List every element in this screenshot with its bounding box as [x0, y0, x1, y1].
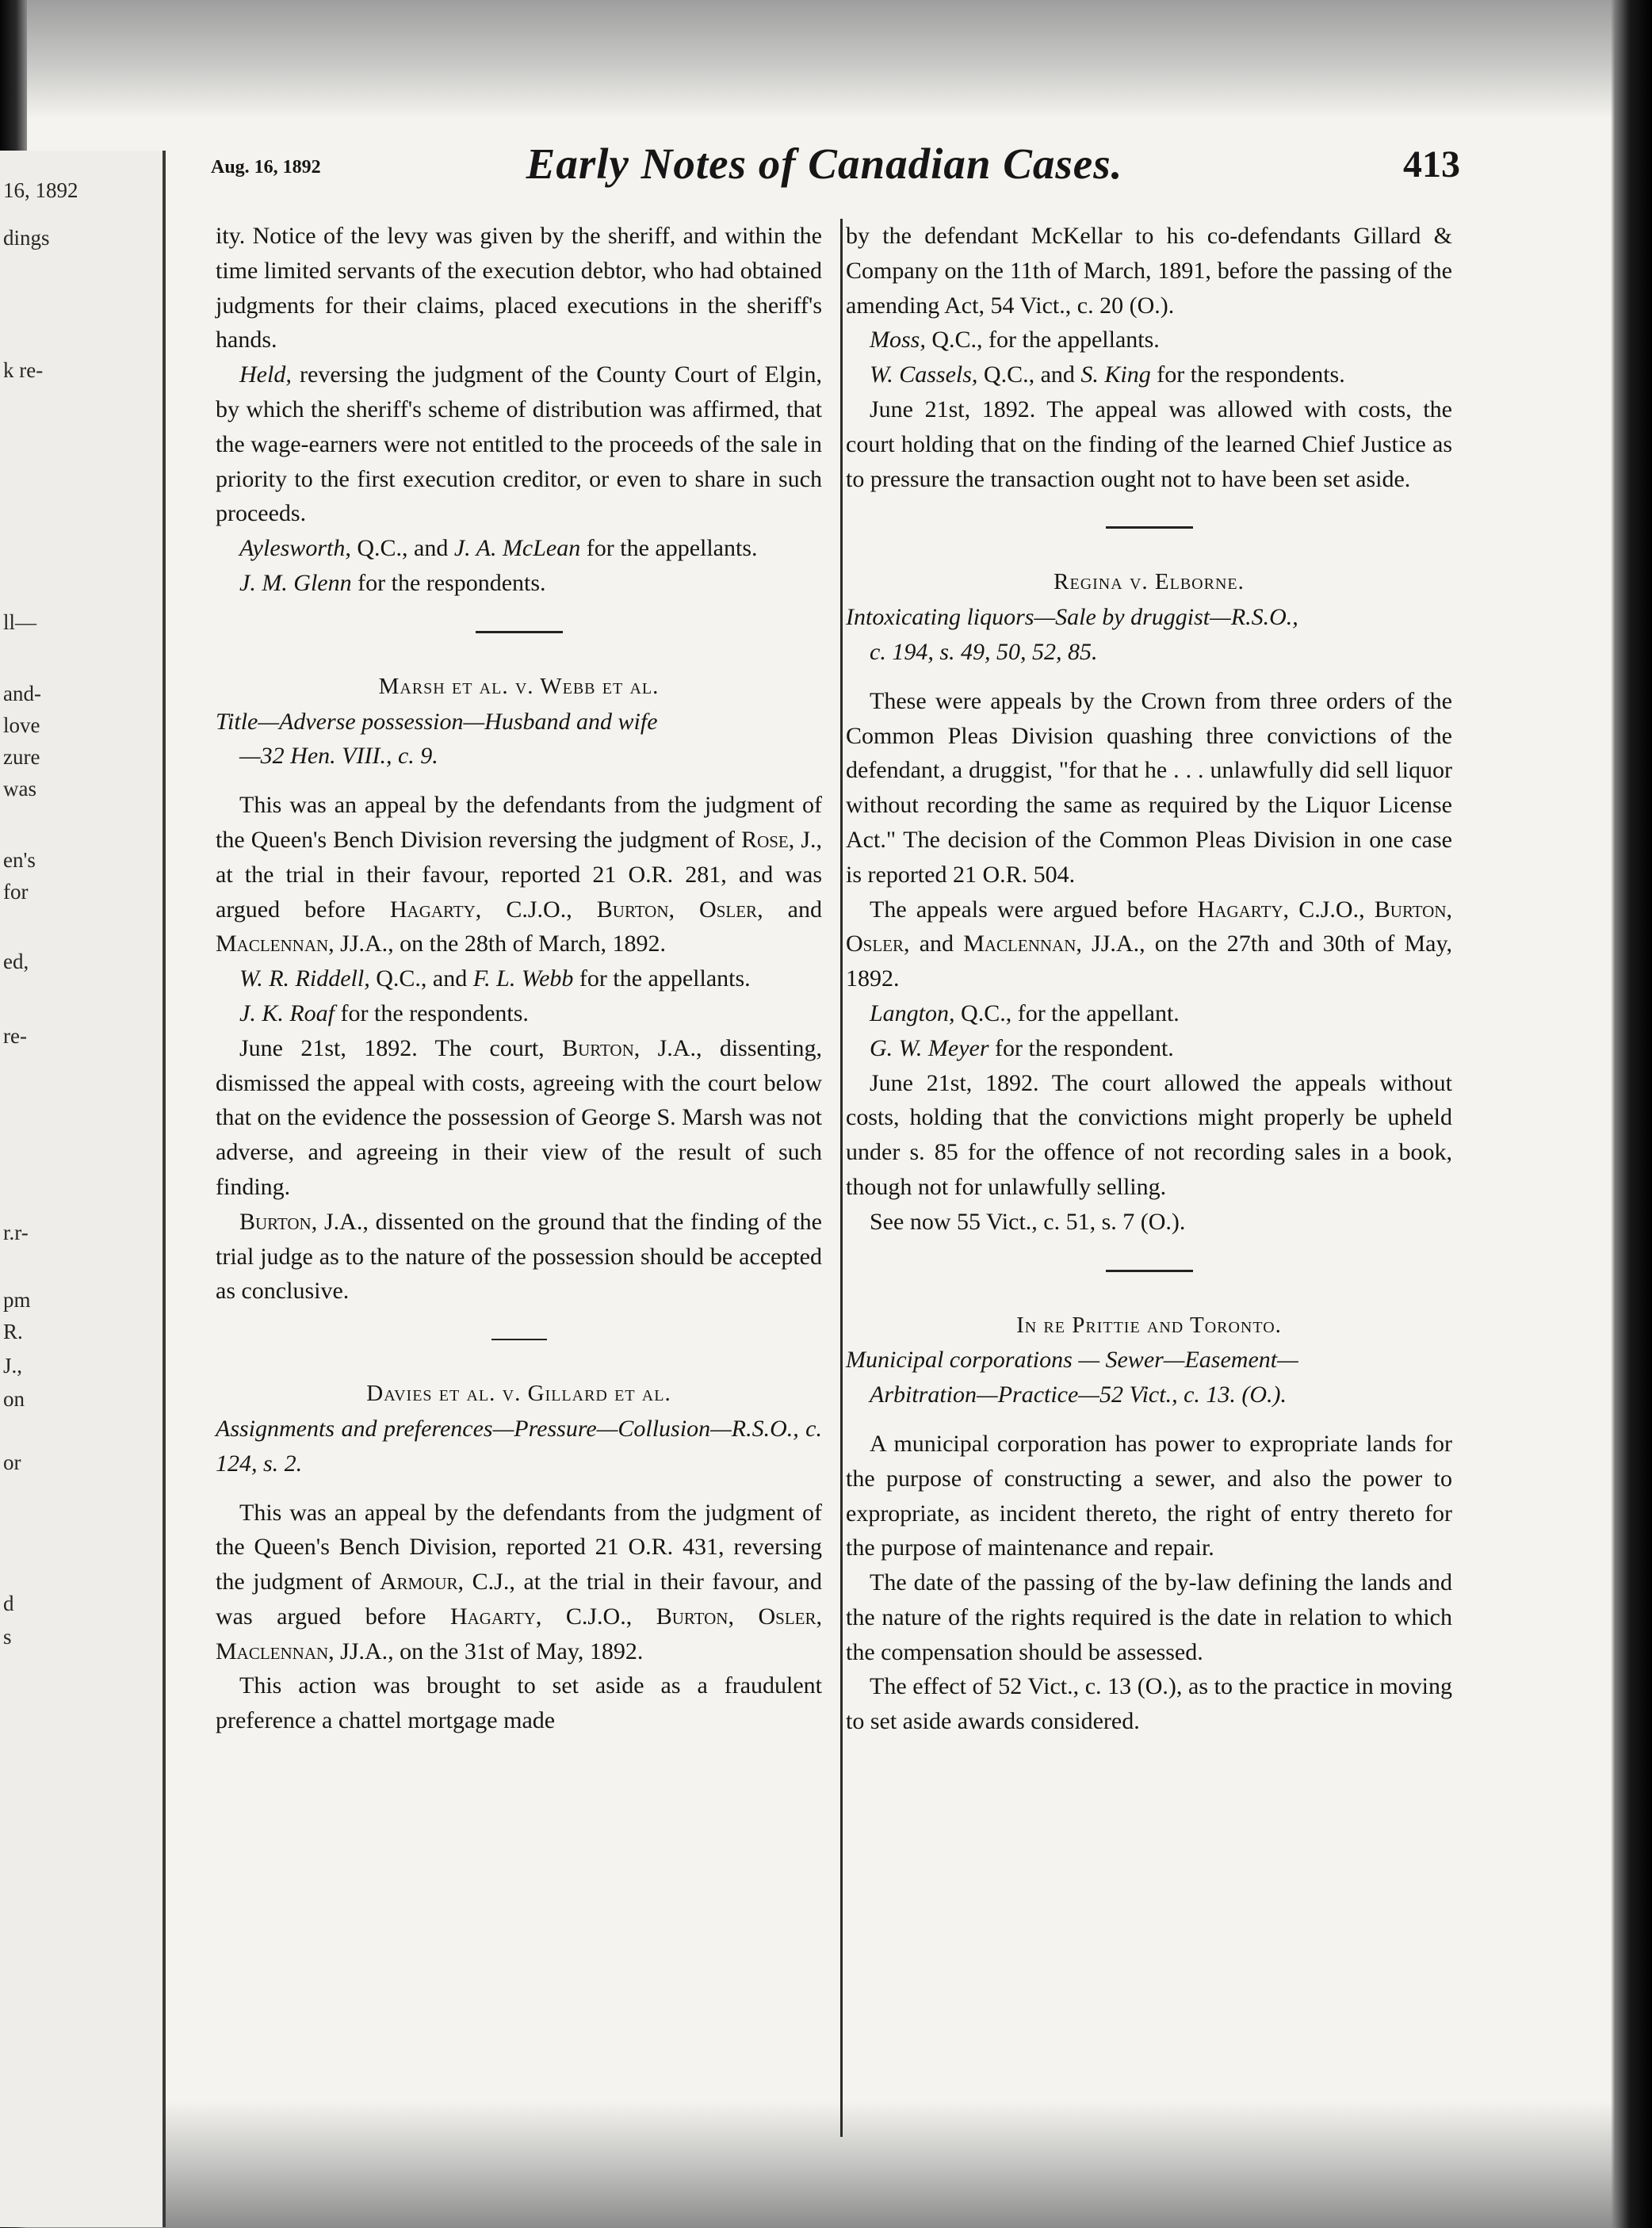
counsel-name: S. King: [1080, 361, 1151, 388]
margin-fragment: r.r-: [3, 1221, 29, 1244]
margin-fragment: ll—: [3, 610, 37, 634]
section-rule: [1106, 526, 1193, 529]
text: , JJ.A., on the 31st of May, 1892.: [328, 1638, 644, 1664]
margin-fragment: on: [3, 1387, 25, 1411]
margin-fragment: and-: [3, 682, 41, 705]
judge-name: Burton, Osler, Maclennan: [216, 1603, 822, 1664]
margin-fragment: s: [3, 1625, 12, 1649]
headnote-line: Assignments and preferences—Pressure—Collusion—R.S.O., c. 124, s. 2.: [216, 1415, 822, 1477]
previous-page-margin: [0, 151, 166, 2227]
header-date: Aug. 16, 1892: [211, 157, 321, 178]
counsel-text: Q.C., and: [350, 535, 454, 562]
paragraph: ity. Notice of the levy was given by the sheriff, and within the time limited servants of the execution debtor, who had obtained judgments for their claims, placed executions in the sheriff's hands.: [216, 223, 822, 353]
case-title: Marsh et al. v. Webb et al.: [378, 673, 660, 699]
case-title: Regina v. Elborne.: [1054, 569, 1245, 595]
paragraph: [846, 892, 1452, 996]
paragraph: June 21st, 1892. The appeal was allowed with costs, the court holding that on the finding of the learned Chief Justice as to pressure the transaction ought not to have been set aside.: [846, 396, 1452, 492]
counsel-name: W. Cassels,: [870, 361, 978, 388]
counsel-line: [846, 323, 1452, 357]
counsel-line: [216, 961, 822, 996]
counsel-text: for the respondents.: [335, 999, 529, 1026]
margin-fragment: d: [3, 1592, 14, 1615]
text: , C.J., at the trial in their favour, and was argued before: [216, 1569, 822, 1630]
counsel-line: [216, 996, 822, 1031]
margin-fragment: 16, 1892: [3, 178, 78, 202]
paragraph: The date of the passing of the by-law defining the lands and the nature of the rights required is the date in relation to which the compensation should be assessed.: [846, 1569, 1452, 1665]
text: , JJ.A., on the 28th of March, 1892.: [328, 931, 666, 957]
judge-name: Hagarty: [389, 896, 476, 923]
margin-fragment: ed,: [3, 950, 29, 973]
case-headnote: [846, 600, 1452, 670]
counsel-line: [216, 531, 822, 566]
paragraph: These were appeals by the Crown from three orders of the Common Pleas Division quashing three convictions of the defendant, a druggist, "for that he . . . unlawfully did sell liquor without recording the same as required by the Liquor License Act." The decision of the Common Pleas Division in one case is reported 21 O.R. 504.: [846, 687, 1452, 888]
counsel-text: for the respondents.: [351, 569, 546, 596]
judge-name: Hagarty: [449, 1603, 536, 1630]
paragraph-text: reversing the judgment of the County Court of Elgin, by which the sheriff's scheme of distribution was affirmed, that the wage-earners were not entitled to the proceeds of the sale in priority to the first execution creditor, or even to share in such proceeds.: [216, 361, 822, 527]
text: , J., at the trial in their favour, reported 21 O.R. 281, and was argued before: [216, 826, 822, 923]
counsel-name: F. L. Webb: [472, 965, 574, 992]
text: This was an appeal by the defendants from the judgment of the Queen's Bench Division, reported 21 O.R. 431, reversing the judgment of: [216, 1499, 822, 1596]
paragraph: [216, 357, 822, 531]
counsel-text: for the respondent.: [989, 1034, 1174, 1061]
right-column: [846, 219, 1452, 1739]
counsel-line: [846, 1031, 1452, 1066]
section-rule: [1106, 1270, 1193, 1272]
headnote-line: Municipal corporations — Sewer—Easement—: [846, 1347, 1298, 1374]
judge-name: Maclennan: [216, 931, 329, 957]
margin-fragment: or: [3, 1450, 21, 1474]
text: , C.J.O.,: [1283, 896, 1375, 923]
paragraph: June 21st, 1892. The court allowed the appeals without costs, holding that the convictions might properly be upheld under s. 85 for the offence of not recording sales in a book, though not for unlawfully selling.: [846, 1069, 1452, 1200]
paragraph: See now 55 Vict., c. 51, s. 7 (O.).: [870, 1208, 1186, 1235]
column-divider: [840, 219, 843, 2137]
text: , and: [757, 896, 822, 923]
counsel-text: Q.C., for the appellant.: [954, 999, 1180, 1026]
counsel-text: Q.C., and: [369, 965, 473, 992]
headnote-line: —32 Hen. VIII., c. 9.: [239, 743, 438, 770]
counsel-name: J. A. McLean: [453, 535, 581, 562]
case-headnote: [846, 1343, 1452, 1412]
judge-name: Rose: [741, 826, 789, 853]
headnote-line: Title—Adverse possession—Husband and wife: [216, 708, 658, 735]
margin-fragment: zure: [3, 745, 40, 769]
text: , J.A., dissented on the ground that the finding of the trial judge as to the nature of the possession should be accepted as conclusive.: [216, 1208, 822, 1305]
case-title: Davies et al. v. Gillard et al.: [366, 1381, 671, 1407]
counsel-name: J. M. Glenn: [239, 569, 352, 596]
counsel-line: [846, 996, 1452, 1031]
text: , JJ.A., on the 27th and 30th of May, 1892.: [846, 931, 1452, 992]
text: , and: [904, 931, 964, 957]
judge-name: Armour: [379, 1569, 458, 1596]
scan-edge-top: [0, 0, 1652, 119]
text: This was an appeal by the defendants from the judgment of the Queen's Bench Division reversing the judgment of: [216, 792, 822, 853]
margin-fragment: love: [3, 713, 40, 737]
paragraph: [216, 1205, 822, 1309]
counsel-text: Q.C., for the appellants.: [925, 327, 1160, 353]
judge-name: Hagarty: [1197, 896, 1283, 923]
running-title: Early Notes of Canadian Cases.: [526, 139, 1123, 188]
page-number: 413: [1403, 143, 1460, 185]
judge-name: Burton, Osler: [846, 896, 1452, 957]
margin-fragment: for: [3, 880, 29, 904]
counsel-name: G. W. Meyer: [870, 1034, 989, 1061]
margin-fragment: re-: [3, 1024, 27, 1048]
counsel-text: for the respondents.: [1150, 361, 1345, 388]
counsel-name: W. R. Riddell,: [239, 965, 370, 992]
counsel-name: Langton,: [870, 999, 955, 1026]
paragraph: [216, 788, 822, 961]
section-rule: [476, 631, 563, 633]
held-label: Held,: [239, 361, 292, 388]
headnote-line: c. 194, s. 49, 50, 52, 85.: [870, 638, 1098, 665]
margin-fragment: k re-: [3, 358, 44, 382]
case-title: In re Prittie and Toronto.: [1016, 1312, 1282, 1338]
headnote-line: Arbitration—Practice—52 Vict., c. 13. (O.).: [870, 1382, 1287, 1408]
margin-fragment: J.,: [3, 1354, 23, 1378]
judge-name: Burton, Osler: [596, 896, 758, 923]
counsel-text: Q.C., and: [977, 361, 1081, 388]
margin-fragment: was: [3, 777, 36, 801]
text: June 21st, 1892. The court,: [239, 1034, 563, 1061]
section-rule: [491, 1339, 547, 1340]
counsel-name: Aylesworth,: [239, 535, 351, 562]
case-headnote: [216, 705, 822, 774]
text: , C.J.O.,: [535, 1603, 656, 1630]
counsel-name: J. K. Roaf: [239, 999, 335, 1026]
margin-fragment: R.: [3, 1320, 23, 1343]
paragraph: A municipal corporation has power to expropriate lands for the purpose of constructing a sewer, and also the power to expropriate, as incident thereto, the right of entry thereto for the purpose of maintenance and repair.: [846, 1430, 1452, 1561]
counsel-line: [846, 357, 1452, 392]
margin-fragment: dings: [3, 226, 50, 250]
margin-fragment: pm: [3, 1288, 31, 1312]
judge-name: Maclennan: [963, 931, 1076, 957]
counsel-text: for the appellants.: [580, 535, 758, 562]
counsel-text: for the appellants.: [573, 965, 751, 992]
paragraph: This action was brought to set aside as a fraudulent preference a chattel mortgage made: [216, 1672, 822, 1734]
margin-fragment: en's: [3, 848, 36, 872]
text: , C.J.O.,: [475, 896, 597, 923]
counsel-name: Moss,: [870, 327, 926, 353]
paragraph: [216, 1496, 822, 1669]
text: , J.A., dissenting, dismissed the appeal with costs, agreeing with the court below that on the evidence the possession of George S. Marsh was not adverse, and agreeing in their view of the result of such finding.: [216, 1034, 822, 1200]
left-column: [216, 219, 822, 1738]
headnote-line: Intoxicating liquors—Sale by druggist—R.S.O.,: [846, 604, 1298, 631]
paragraph: The effect of 52 Vict., c. 13 (O.), as to the practice in moving to set aside awards considered.: [846, 1673, 1452, 1735]
case-headnote: [216, 1412, 822, 1481]
judge-name: Burton: [239, 1208, 312, 1235]
scan-edge-bottom: [0, 2101, 1652, 2228]
text: The appeals were argued before: [870, 896, 1198, 923]
judge-name: Burton: [562, 1034, 634, 1061]
paragraph: [216, 1031, 822, 1205]
paragraph: by the defendant McKellar to his co-defendants Gillard & Company on the 11th of March, 1891, before the passing of the amending Act, 54 Vict., c. 20 (O.).: [846, 223, 1452, 319]
counsel-line: [216, 566, 822, 601]
scan-edge-right: [1611, 0, 1652, 2228]
